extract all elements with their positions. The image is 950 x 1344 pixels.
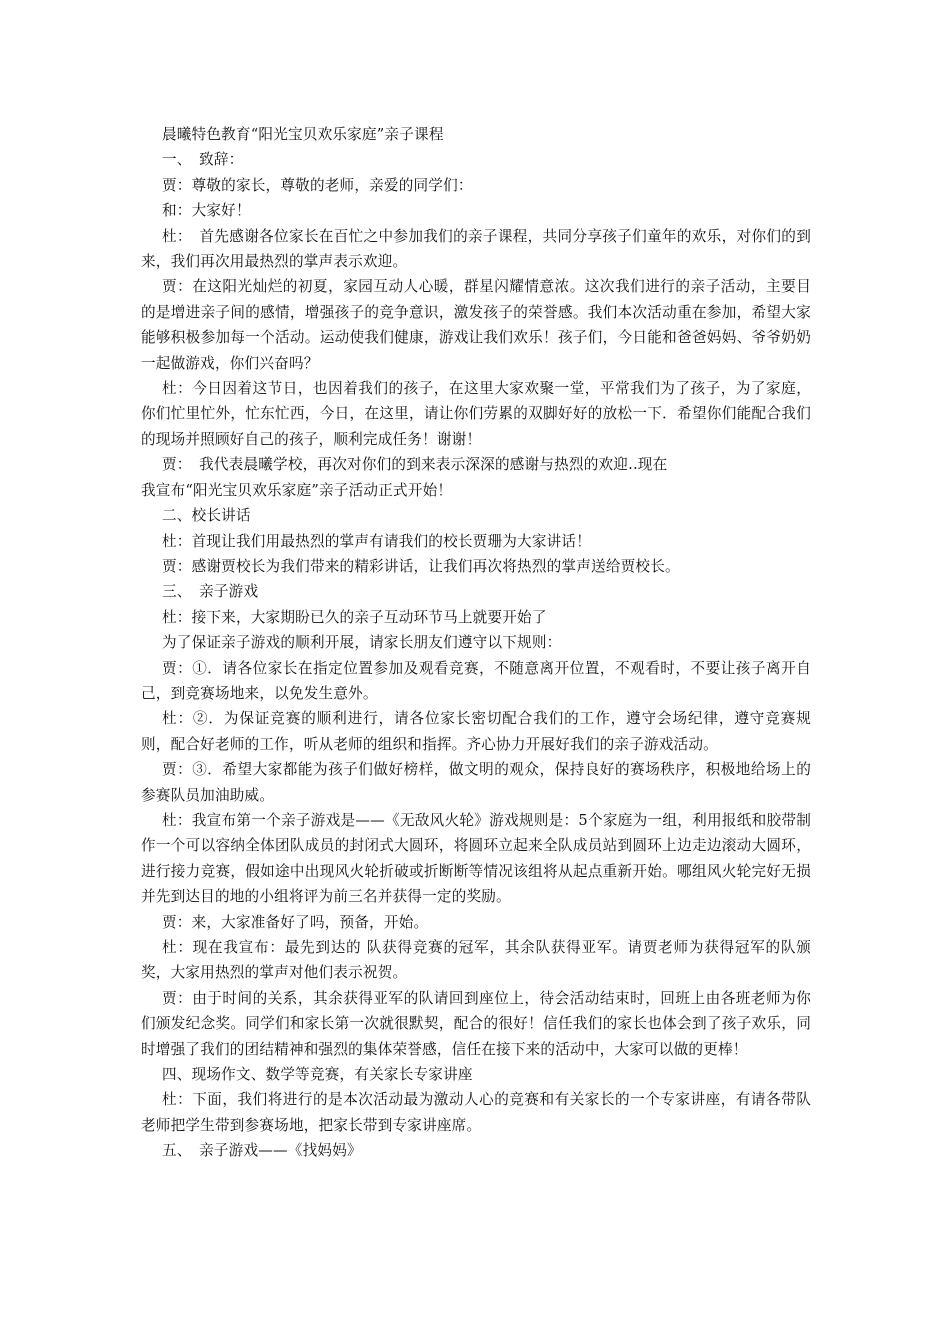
paragraph: 贾：③．希望大家都能为孩子们做好榜样，做文明的观众，保持良好的赛场秩序，积极地给场上的参赛队员加油助威。 [141, 761, 811, 804]
paragraph: 杜：首现让我们用最热烈的掌声有请我们的校长贾珊为大家讲话！ [162, 532, 592, 550]
section-heading-competitions: 四、现场作文、数学等竞赛，有关家长专家讲座 [162, 1066, 473, 1084]
paragraph: 杜：下面，我们将进行的是本次活动最为激动人心的竞赛和有关家长的一个专家讲座，有请各带队老师把学生带到参赛场地，把家长带到专家讲座席。 [141, 1091, 811, 1134]
paragraph: 杜：现在我宣布：最先到达的 队获得竞赛的冠军，其余队获得亚军。请贾老师为获得冠军的队颁奖，大家用热烈的掌声对他们表示祝贺。 [141, 939, 811, 982]
document-title: 晨曦特色教育“阳光宝贝欢乐家庭”亲子课程 [162, 126, 444, 143]
paragraph: 贾：①．请各位家长在指定位置参加及观看竞赛，不随意离开位置，不观看时，不要让孩子离开自己，到竞赛场地来，以免发生意外。 [141, 659, 811, 702]
paragraph: 我宣布“阳光宝贝欢乐家庭”亲子活动正式开始！ [141, 481, 453, 499]
section-heading-find-mom-game: 五、 亲子游戏——《找妈妈》 [162, 1142, 362, 1160]
paragraph: 杜：今日因着这节日，也因着我们的孩子，在这里大家欢聚一堂，平常我们为了孩子，为了家庭，你们忙里忙外，忙东忙西，今日，在这里，请让你们劳累的双脚好好的放松一下．希望你们能配合我们的现场并照顾好自己的孩子，顺利完成任务！谢谢！ [141, 380, 811, 448]
paragraph: 杜：②．为保证竞赛的顺利进行，请各位家长密切配合我们的工作，遵守会场纪律，遵守竞赛规则，配合好老师的工作，听从老师的组织和指挥。齐心协力开展好我们的亲子游戏活动。 [141, 710, 811, 753]
paragraph: 杜： 首先感谢各位家长在百忙之中参加我们的亲子课程，共同分享孩子们童年的欢乐，对你们的到来，我们再次用最热烈的掌声表示欢迎。 [141, 227, 811, 271]
paragraph: 杜：我宣布第一个亲子游戏是——《无敌风火轮》游戏规则是：5个家庭为一组，利用报纸和胶带制作一个可以容纳全体团队成员的封闭式大圆环，将圆环立起来全队成员站到圆环上边走边滚动大圆环，进行接力竞赛，假如途中出现风火轮折破或折断断等情况该组将从起点重新开始。哪组风火轮完好无损并先到达目的地的小组将评为前三名并获得一定的奖励。 [141, 811, 811, 906]
paragraph: 贾： 我代表晨曦学校，再次对你们的到来表示深深的感谢与热烈的欢迎..现在 [162, 456, 668, 474]
section-heading-parent-child-games: 三、 亲子游戏 [162, 583, 259, 601]
paragraph: 和：大家好！ [162, 202, 251, 220]
document-body [141, 122, 811, 1164]
paragraph: 为了保证亲子游戏的顺利开展，请家长朋友们遵守以下规则： [162, 634, 562, 652]
paragraph: 贾：由于时间的关系，其余获得亚军的队请回到座位上，待会活动结束时，回班上由各班老师为你们颁发纪念奖。同学们和家长第一次就很默契，配合的很好！信任我们的家长也体会到了孩子欢乐，同时增强了我们的团结精神和强烈的集体荣誉感，信任在接下来的活动中，大家可以做的更棒！ [141, 989, 811, 1058]
paragraph: 贾：在这阳光灿烂的初夏，家园互动人心暖，群星闪耀情意浓。这次我们进行的亲子活动，主要目的是增进亲子间的感情，增强孩子的竞争意识，激发孩子的荣誉感。我们本次活动重在参加，希望大家能够积极参加每一个活动。运动使我们健康，游戏让我们欢乐！孩子们，今日能和爸爸妈妈、爷爷奶奶一起做游戏，你们兴奋吗？ [141, 278, 811, 372]
section-heading-principal-speech: 二、校长讲话 [162, 507, 251, 525]
paragraph: 贾：感谢贾校长为我们带来的精彩讲话，让我们再次将热烈的掌声送给贾校长。 [162, 557, 680, 575]
paragraph: 贾：来，大家准备好了吗，预备，开始。 [162, 913, 429, 931]
section-heading-opening: 一、 致辞： [162, 151, 244, 169]
paragraph: 贾：尊敬的家长，尊敬的老师，亲爱的同学们： [162, 176, 473, 194]
paragraph: 杜：接下来，大家期盼已久的亲子互动环节马上就要开始了 [162, 608, 547, 626]
